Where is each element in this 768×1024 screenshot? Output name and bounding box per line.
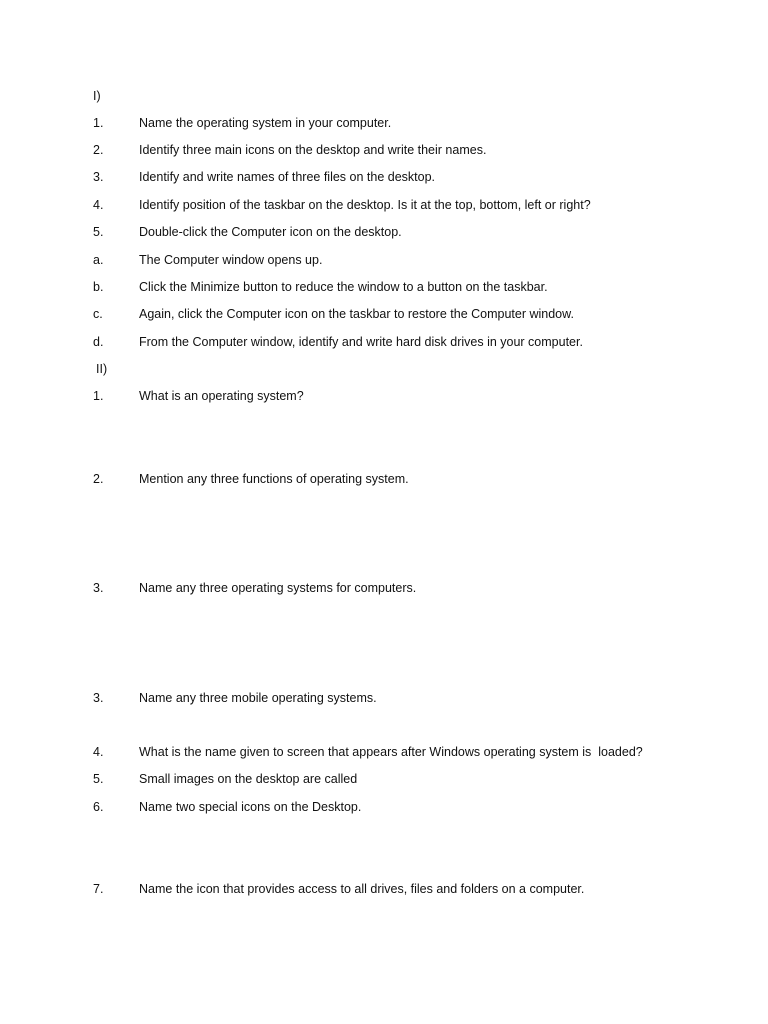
item-number: 1. bbox=[93, 116, 104, 130]
list-item bbox=[93, 224, 402, 240]
item-text: Name any three mobile operating systems. bbox=[139, 691, 377, 705]
item-text: Name any three operating systems for computers. bbox=[139, 581, 417, 595]
list-item bbox=[93, 142, 486, 158]
item-text: What is the name given to screen that appears after Windows operating system is loaded? bbox=[139, 745, 643, 759]
item-number: 5. bbox=[93, 772, 104, 786]
item-number: b. bbox=[93, 280, 104, 294]
list-item bbox=[93, 690, 377, 706]
item-number: 4. bbox=[93, 198, 104, 212]
item-number: 5. bbox=[93, 225, 104, 239]
list-item bbox=[93, 771, 357, 787]
list-item bbox=[93, 580, 416, 596]
list-item bbox=[93, 169, 435, 185]
section-1-heading: I) bbox=[93, 89, 101, 103]
list-item bbox=[93, 799, 361, 815]
list-item bbox=[93, 881, 584, 897]
item-text: The Computer window opens up. bbox=[139, 253, 323, 267]
item-number: 3. bbox=[93, 170, 104, 184]
list-item bbox=[93, 744, 643, 760]
item-text: Name two special icons on the Desktop. bbox=[139, 800, 362, 814]
item-number: 3. bbox=[93, 581, 104, 595]
section-2-heading: II) bbox=[96, 362, 108, 376]
item-text: Click the Minimize button to reduce the window to a button on the taskbar. bbox=[139, 280, 548, 294]
list-item bbox=[93, 252, 322, 268]
list-item bbox=[93, 306, 574, 322]
list-item bbox=[93, 279, 548, 295]
item-text: Identify three main icons on the desktop and write their names. bbox=[139, 143, 487, 157]
item-number: 2. bbox=[93, 472, 104, 486]
item-text: What is an operating system? bbox=[139, 389, 304, 403]
item-number: 3. bbox=[93, 691, 104, 705]
item-number: 7. bbox=[93, 882, 104, 896]
list-item bbox=[93, 334, 583, 350]
item-text: Identify position of the taskbar on the desktop. Is it at the top, bottom, left or right? bbox=[139, 198, 591, 212]
item-text: From the Computer window, identify and write hard disk drives in your computer. bbox=[139, 335, 583, 349]
item-text: Name the icon that provides access to all drives, files and folders on a computer. bbox=[139, 882, 585, 896]
list-item bbox=[93, 115, 391, 131]
item-number: 2. bbox=[93, 143, 104, 157]
list-item bbox=[93, 471, 409, 487]
list-item bbox=[93, 197, 591, 213]
item-number: 4. bbox=[93, 745, 104, 759]
item-text: Small images on the desktop are called bbox=[139, 772, 358, 786]
item-number: a. bbox=[93, 253, 104, 267]
item-number: d. bbox=[93, 335, 104, 349]
item-number: 6. bbox=[93, 800, 104, 814]
list-item bbox=[93, 388, 304, 404]
item-number: 1. bbox=[93, 389, 104, 403]
item-text: Mention any three functions of operating system. bbox=[139, 472, 409, 486]
item-text: Again, click the Computer icon on the taskbar to restore the Computer window. bbox=[139, 307, 574, 321]
item-text: Name the operating system in your computer. bbox=[139, 116, 392, 130]
item-number: c. bbox=[93, 307, 103, 321]
item-text: Double-click the Computer icon on the desktop. bbox=[139, 225, 402, 239]
item-text: Identify and write names of three files on the desktop. bbox=[139, 170, 436, 184]
